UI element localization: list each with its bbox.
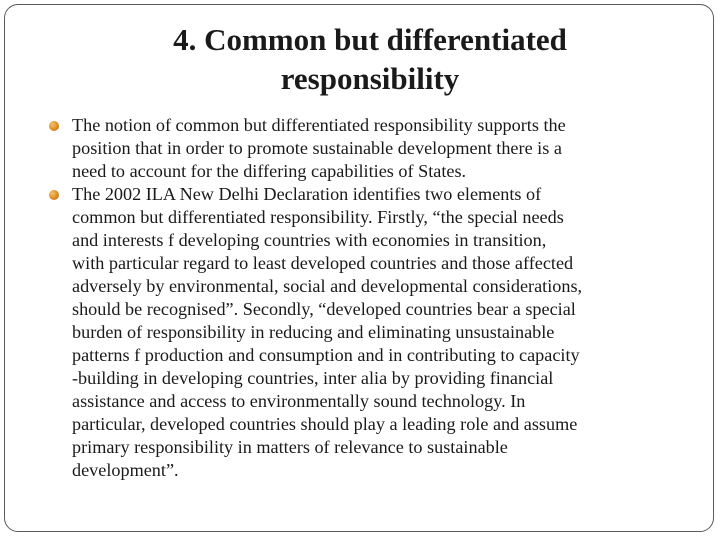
text-line: need to account for the differing capabilities of States.: [72, 161, 467, 181]
text-line: The notion of common but differentiated responsibility supports the: [72, 115, 566, 135]
text-line: should be recognised”. Secondly, “developed countries bear a special: [72, 299, 576, 319]
slide-title: [20, 20, 720, 98]
text-line: burden of responsibility in reducing and eliminating unsustainable: [72, 322, 555, 342]
text-line: adversely by environmental, social and developmental considerations,: [72, 276, 583, 296]
bullet-dot-icon: [49, 190, 59, 200]
title-line: responsibility: [280, 61, 460, 96]
text-line: primary responsibility in matters of relevance to sustainable: [72, 437, 508, 457]
slide-body: [44, 114, 694, 482]
text-line: and interests f developing countries with economies in transition,: [72, 230, 547, 250]
text-line: position that in order to promote sustainable development there is a: [72, 138, 562, 158]
bullet-item: [44, 183, 694, 482]
text-line: particular, developed countries should play a leading role and assume: [72, 414, 578, 434]
bullet-item: [44, 114, 694, 183]
text-line: development”.: [72, 460, 179, 480]
text-line: common but differentiated responsibility. Firstly, “the special needs: [72, 207, 564, 227]
text-line: patterns f production and consumption and in contributing to capacity: [72, 345, 580, 365]
text-line: The 2002 ILA New Delhi Declaration identifies two elements of: [72, 184, 542, 204]
text-line: -building in developing countries, inter alia by providing financial: [72, 368, 554, 388]
text-line: with particular regard to least developed countries and those affected: [72, 253, 574, 273]
bullet-dot-icon: [49, 121, 59, 131]
title-line: 4. Common but differentiated: [173, 22, 567, 57]
text-line: assistance and access to environmentally sound technology. In: [72, 391, 526, 411]
